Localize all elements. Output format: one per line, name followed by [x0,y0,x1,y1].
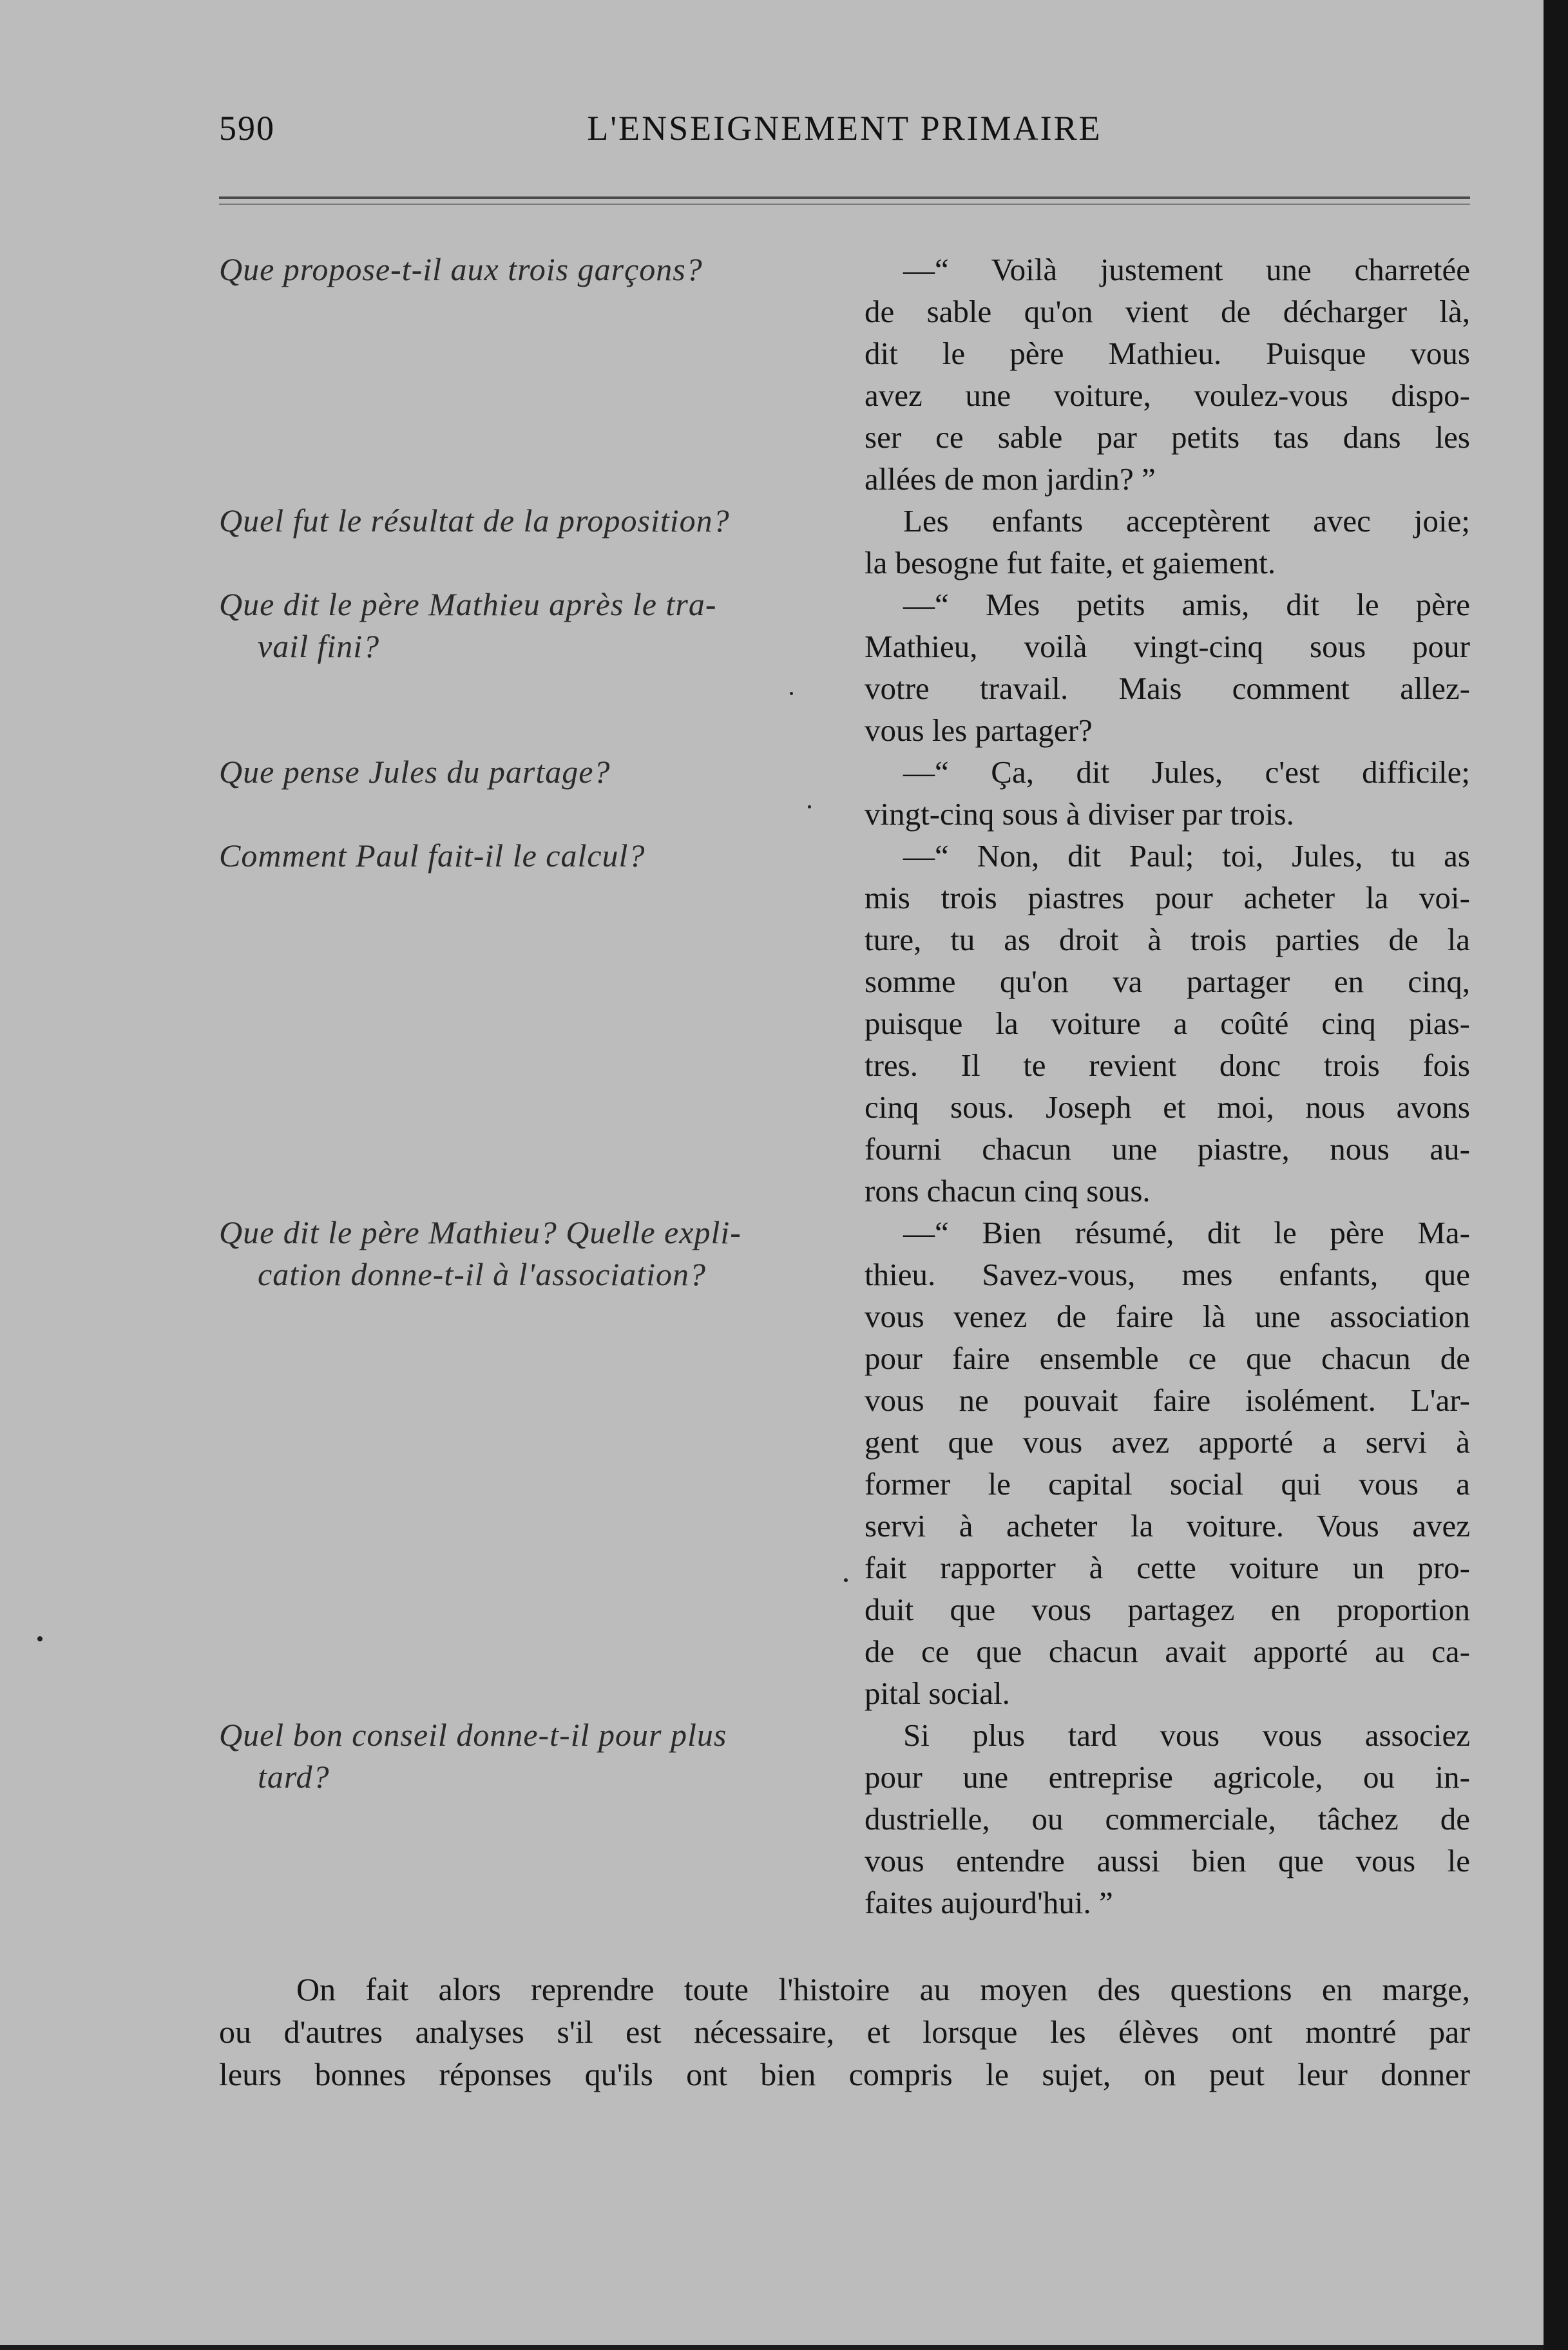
answer-line: vingt-cinq sous à diviser par trois. [865,796,1294,832]
scan-speck [790,692,793,695]
header-rule-thin [219,204,1470,205]
answer-line: rons chacun cinq sous. [865,1173,1151,1208]
answer-line: —“ Bien résumé, dit le père Ma- [903,1215,1470,1250]
answer-line: servi à acheter la voiture. Vous avez [865,1508,1470,1543]
answer-line: faites aujourd'hui. ” [865,1885,1113,1920]
answer-line: pour faire ensemble ce que chacun de [865,1341,1470,1376]
answer-block [865,584,1470,751]
scan-edge [1544,0,1568,2350]
question-line: tard? [258,1759,330,1795]
question-line: Quel fut le résultat de la proposition? [219,502,730,539]
scan-speck [844,1578,848,1582]
answer-line: Les enfants acceptèrent avec joie; [903,503,1470,539]
paragraph-line: ou d'autres analyses s'il est nécessaire, et lorsque les élèves ont montré par [219,2014,1470,2050]
answer-line: Mathieu, voilà vingt-cinq sous pour [865,629,1470,664]
answer-line: gent que vous avez apporté a servi à [865,1424,1470,1460]
answer-block [865,500,1470,584]
answer-line: former le capital social qui vous a [865,1466,1470,1502]
answer-line: ser ce sable par petits tas dans les [865,419,1470,455]
answer-line: de ce que chacun avait apporté au ca- [865,1634,1470,1669]
answer-line: —“ Ça, dit Jules, c'est difficile; [903,754,1470,790]
answer-line: —“ Non, dit Paul; toi, Jules, tu as [903,838,1470,874]
question-line: Que propose-t-il aux trois garçons? [219,251,703,287]
answer-line: tres. Il te revient donc trois fois [865,1047,1470,1083]
answer-line: pital social. [865,1676,1010,1711]
margin-question [219,1212,857,1295]
answer-block [865,1714,1470,1924]
answer-line: mis trois piastres pour acheter la voi- [865,880,1470,915]
question-line: Quel bon conseil donne-t-il pour plus [219,1717,727,1753]
header-rule [219,196,1470,199]
question-line: Que dit le père Mathieu après le tra- [219,586,717,622]
answer-line: —“ Voilà justement une charretée [903,252,1470,287]
margin-question [219,835,857,877]
margin-question [219,751,857,793]
answer-line: votre travail. Mais comment allez- [865,671,1470,706]
answer-line: vous les partager? [865,712,1093,748]
answer-line: la besogne fut faite, et gaiement. [865,545,1276,580]
answer-block [865,1212,1470,1714]
page-number: 590 [219,109,275,148]
margin-question [219,1714,857,1798]
answer-line: somme qu'on va partager en cinq, [865,964,1470,999]
answer-line: pour une entreprise agricole, ou in- [865,1759,1470,1795]
margin-question [219,584,857,667]
question-line: Comment Paul fait-il le calcul? [219,837,645,874]
answer-line: duit que vous partagez en proportion [865,1592,1470,1627]
paragraph-line: leurs bonnes réponses qu'ils ont bien compris le sujet, on peut leur donner [219,2056,1470,2092]
answer-line: cinq sous. Joseph et moi, nous avons [865,1089,1470,1125]
question-line: Que dit le père Mathieu? Quelle expli- [219,1214,741,1250]
answer-line: ture, tu as droit à trois parties de la [865,922,1470,957]
answer-line: Si plus tard vous vous associez [903,1717,1470,1753]
answer-line: vous venez de faire là une association [865,1299,1470,1334]
answer-line: dustrielle, ou commerciale, tâchez de [865,1801,1470,1837]
answer-line: vous ne pouvait faire isolément. L'ar- [865,1382,1470,1418]
closing-paragraph [219,1968,1470,2096]
answer-line: de sable qu'on vient de décharger là, [865,294,1470,329]
question-line: vail fini? [258,628,380,664]
answer-block [865,835,1470,1212]
answer-line: puisque la voiture a coûté cinq pias- [865,1006,1470,1041]
answer-block [865,751,1470,835]
page-header [219,108,1470,160]
answer-block [865,249,1470,500]
answer-line: fait rapporter à cette voiture un pro- [865,1550,1470,1585]
answer-line: avez une voiture, voulez-vous dispo- [865,377,1470,413]
question-line: Que pense Jules du partage? [219,754,611,790]
paragraph-line: On fait alors reprendre toute l'histoire au moyen des questions en marge, [296,1971,1470,2007]
answer-line: dit le père Mathieu. Puisque vous [865,336,1470,371]
running-title: L'ENSEIGNEMENT PRIMAIRE [587,109,1102,148]
scan-speck [808,805,811,808]
answer-line: —“ Mes petits amis, dit le père [903,587,1470,622]
answer-line: thieu. Savez-vous, mes enfants, que [865,1257,1470,1292]
margin-question [219,500,857,542]
scan-speck [37,1636,43,1641]
answer-line: allées de mon jardin? ” [865,461,1156,497]
question-line: cation donne-t-il à l'association? [258,1256,707,1292]
answer-line: fourni chacun une piastre, nous au- [865,1131,1470,1167]
margin-question [219,249,857,291]
answer-line: vous entendre aussi bien que vous le [865,1843,1470,1878]
